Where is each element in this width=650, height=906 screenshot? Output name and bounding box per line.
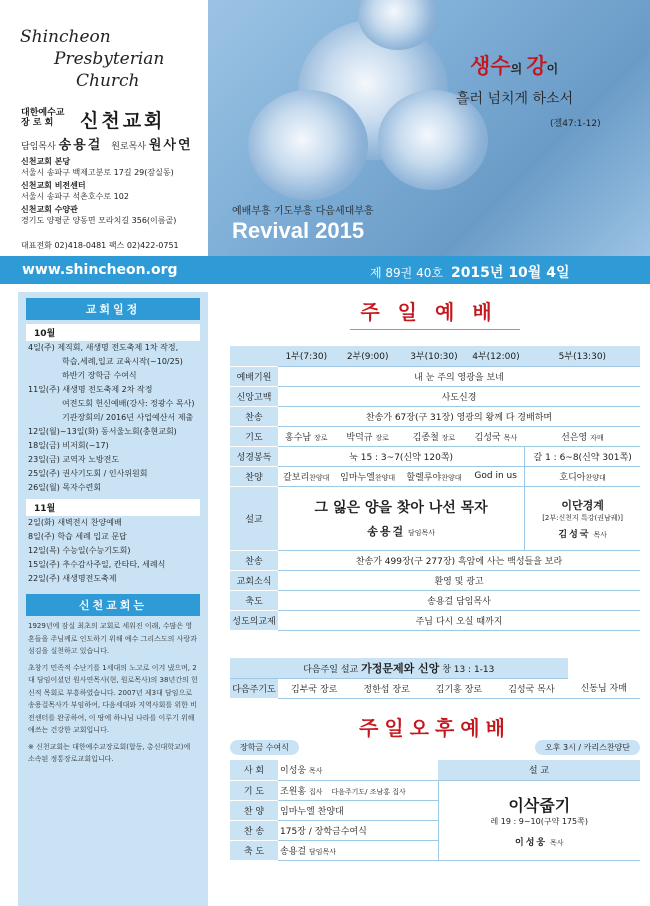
next-prayer: 김성국 목사 [495,678,567,698]
slogan-subtitle: 흘러 넘치게 하소서 [456,91,574,107]
rose-image [248,90,368,200]
sermon-label: 설 교 [438,760,640,780]
choir: 갈보리찬양대 [278,466,335,486]
scholarship-badge: 장학금 수여식 [230,740,299,755]
telephone: 대표전화 02)418-0481 팩스 02)422-0751 [21,241,179,250]
sermon-fifth: 이단경계 [2부:신천지 특강(권남궤)] 김성국 목사 [525,486,640,550]
denomination: 대한예수교 장 로 회 [21,108,65,128]
row-label: 신앙고백 [230,386,278,406]
about-heading: 신천교회는 [26,594,200,616]
calendar-event: 23일(금) 교역자 노방전도 [28,455,120,464]
issue-info: 제 89권 40호 2015년 10월 4일 [370,265,570,281]
sermon-title: 그 잃은 양을 찾아 나선 목자 [314,500,488,516]
row-label: 찬송 [230,406,278,426]
row-label: 기 도 [230,780,278,800]
closing-hymn: 찬송가 499장(구 277장) 흑암에 사는 백성들을 보라 [278,550,640,570]
address-head: 신천교회 본당 [21,157,71,166]
time-badge: 오후 3시 / 카리스찬양단 [535,740,640,755]
sermon-main: 그 잃은 양을 찾아 나선 목자 송용걸 담임목사 [278,486,525,550]
calendar-event: 하반기 장학금 수여식 [62,371,137,380]
choir: 임마누엘찬양대 [335,466,401,486]
calendar-event: 15일(주) 추수감사주일, 칸타타, 세례식 [28,560,166,569]
sunday-service-table [230,346,640,631]
choir: God in us [467,466,525,486]
afternoon-row: 조원홍 집사 다음주기도/ 조남홍 집사 [278,780,438,800]
address-line: 경기도 양평군 양동면 모라치길 356(이름골) [21,216,177,225]
next-prayer: 신동님 자매 [568,678,640,698]
next-prayer: 김기홍 장로 [423,678,495,698]
slogan-title: 생수의 강이 [470,54,559,78]
calendar-event: 8일(주) 학습 세례 입교 문답 [28,532,127,541]
elder-name: 원사연 [148,138,193,153]
calendar-event: 2일(화) 새벽전시 찬양예배 [28,518,122,527]
choir: 할렐루야찬양대 [401,466,467,486]
calendar-event: 11일(주) 새생명 전도축제 2차 작정 [28,385,153,394]
elder-label: 원로목사 [111,142,146,152]
calendar-event: 22일(주) 새생명전도축제 [28,574,117,583]
row-label: 찬 양 [230,800,278,820]
next-sermon: 다음주일 설교 가정문제와 신앙 창 13 : 1-13 [230,658,568,678]
afternoon-row: 이성웅 목사 [278,760,438,780]
row-label: 사 회 [230,760,278,780]
benediction: 송용걸 담임목사 [278,590,640,610]
pastor-name: 송용걸 [58,138,103,153]
calendar-heading: 교회일정 [26,298,200,320]
calendar-event: 25일(주) 권사기도회 / 인사위원회 [28,469,148,478]
service-time: 1부(7:30) [278,346,335,366]
revival-themes: 예배부흥 기도부흥 다음세대부흥 [232,206,374,217]
afternoon-row: 175장 / 장학금수여식 [278,820,438,840]
choir: 호디아찬양대 [525,466,640,486]
row-label: 찬 송 [230,820,278,840]
afternoon-row: 임마누엘 찬양대 [278,800,438,820]
row-label: 교회소식 [230,570,278,590]
address-line: 서울시 송파구 석촌호수로 102 [21,192,129,201]
calendar-event: 4일(주) 제직회, 새생명 전도축제 1차 작정, [28,343,179,352]
afternoon-service-title: 주일오후예배 [359,716,511,740]
next-prayer: 김부국 장로 [278,678,350,698]
scripture-reading: 눅 15 : 3~7(신약 120쪽) [278,446,525,466]
scripture-reading: 갈 1 : 6~8(신약 301쪽) [525,446,640,466]
row-label: 성도의교제 [230,610,278,630]
about-note: ※ 신천교회는 대한예수교장로회(합동, 총신대학교)에 소속된 정통장로교회입니다. [28,742,191,763]
about-paragraph: 1929년에 잠실 최초의 교회로 세워진 이래, 수많은 영혼들을 주님께로 인도하기 위해 예수 그리스도의 사랑과 섬김을 실천하고 있습니다. [28,622,197,655]
script-line: Shincheon [20,27,111,47]
calendar-event: 26일(월) 목자수련회 [28,483,102,492]
church-news: 환영 및 광고 [278,570,640,590]
next-prayer: 정한섭 장로 [350,678,422,698]
corner-cell [230,346,278,366]
calendar-event: 12일(목) 수능일(수능기도회) [28,546,131,555]
service-time: 2부(9:00) [335,346,401,366]
calendar-event: 기관장회의/ 2016년 사업예산서 제출 [62,413,194,422]
row-label: 찬양 [230,466,278,486]
next-sunday-table [230,658,640,699]
row-label: 축 도 [230,840,278,860]
sidebar [18,292,208,906]
issue-date: 2015년 10월 4일 [450,265,570,281]
afternoon-service-table [230,760,640,861]
script-line: Presbyterian [54,49,165,69]
address-head: 신천교회 비전센터 [21,181,86,190]
church-name: 신천교회 [80,110,166,132]
prayer-leader: 박덕규 장로 [335,426,401,446]
october-events [18,341,208,495]
fellowship: 주님 다시 오실 때까지 [278,610,640,630]
calendar-event: 18일(금) 비저회(~17) [28,441,109,450]
prayer-leader: 김성국 목사 [467,426,525,446]
month-november: 11월 [26,499,200,516]
address-block [21,156,206,228]
row-label: 설교 [230,486,278,550]
prayer-leader: 선은영 자매 [525,426,640,446]
afternoon-sermon-title: 이삭줍기 [508,795,571,815]
website-link[interactable]: www.shincheon.org [22,262,178,278]
calendar-event: 학습,세례,입교 교육시작(~10/25) [62,357,183,366]
row-label: 찬송 [230,550,278,570]
afternoon-sermon: 이삭줍기 레 19 : 9~10(구약 175쪽) 이성웅 목사 [438,780,640,860]
calendar-event: 12일(월)~13일(화) 동서울노회(충현교회) [28,427,177,436]
service-time: 3부(10:30) [401,346,467,366]
row-label: 기도 [230,426,278,446]
prayer-leader: 김종철 장로 [401,426,467,446]
afternoon-row: 송용걸 담임목사 [278,840,438,860]
address-head: 신천교회 수양관 [21,205,78,214]
script-line: Church [76,71,140,91]
row-label: 예배기원 [230,366,278,386]
calendar-event: 여전도회 헌신예배(강사: 정광수 목사) [62,399,195,408]
call-to-worship: 내 눈 주의 영광을 보네 [278,366,640,386]
sunday-service-title: 주일예배 [350,296,520,330]
row-label: 다음주기도 [230,678,278,698]
revival-title: Revival 2015 [232,218,365,243]
month-october: 10월 [26,324,200,341]
service-time: 5부(13:30) [525,346,640,366]
opening-hymn: 찬송가 67장(구 31장) 영광의 왕께 다 경배하며 [278,406,640,426]
creed: 사도신경 [278,386,640,406]
row-label: 축도 [230,590,278,610]
address-line: 서울시 송파구 백제고분로 17길 29(잠실동) [21,168,174,177]
pastors-line [21,134,199,153]
pastor-label: 담임목사 [21,142,56,152]
prayer-leader: 홍수남 장로 [278,426,335,446]
row-label: 성경봉독 [230,446,278,466]
about-paragraph: 초창기 민족적 수난기를 1세대의 노고로 이겨 냈으며, 2대 담임이셨던 원사연목사(현, 원로목사)의 38년간의 헌신적 목회로 부흥하였습니다. 2007년 제3대 담임으로 송용걸목사가 부임하여, 다음세대와 지역사회를 위한 비전센터를 완공하여, 이 땅에 하나님 나라를 이루기 위해 애쓰는 건강한 교회입니다. [28,663,198,734]
november-events [18,516,208,586]
church-script-logo [20,26,195,92]
slogan-reference: (겔47:1-12) [550,119,601,129]
service-time: 4부(12:00) [467,346,525,366]
